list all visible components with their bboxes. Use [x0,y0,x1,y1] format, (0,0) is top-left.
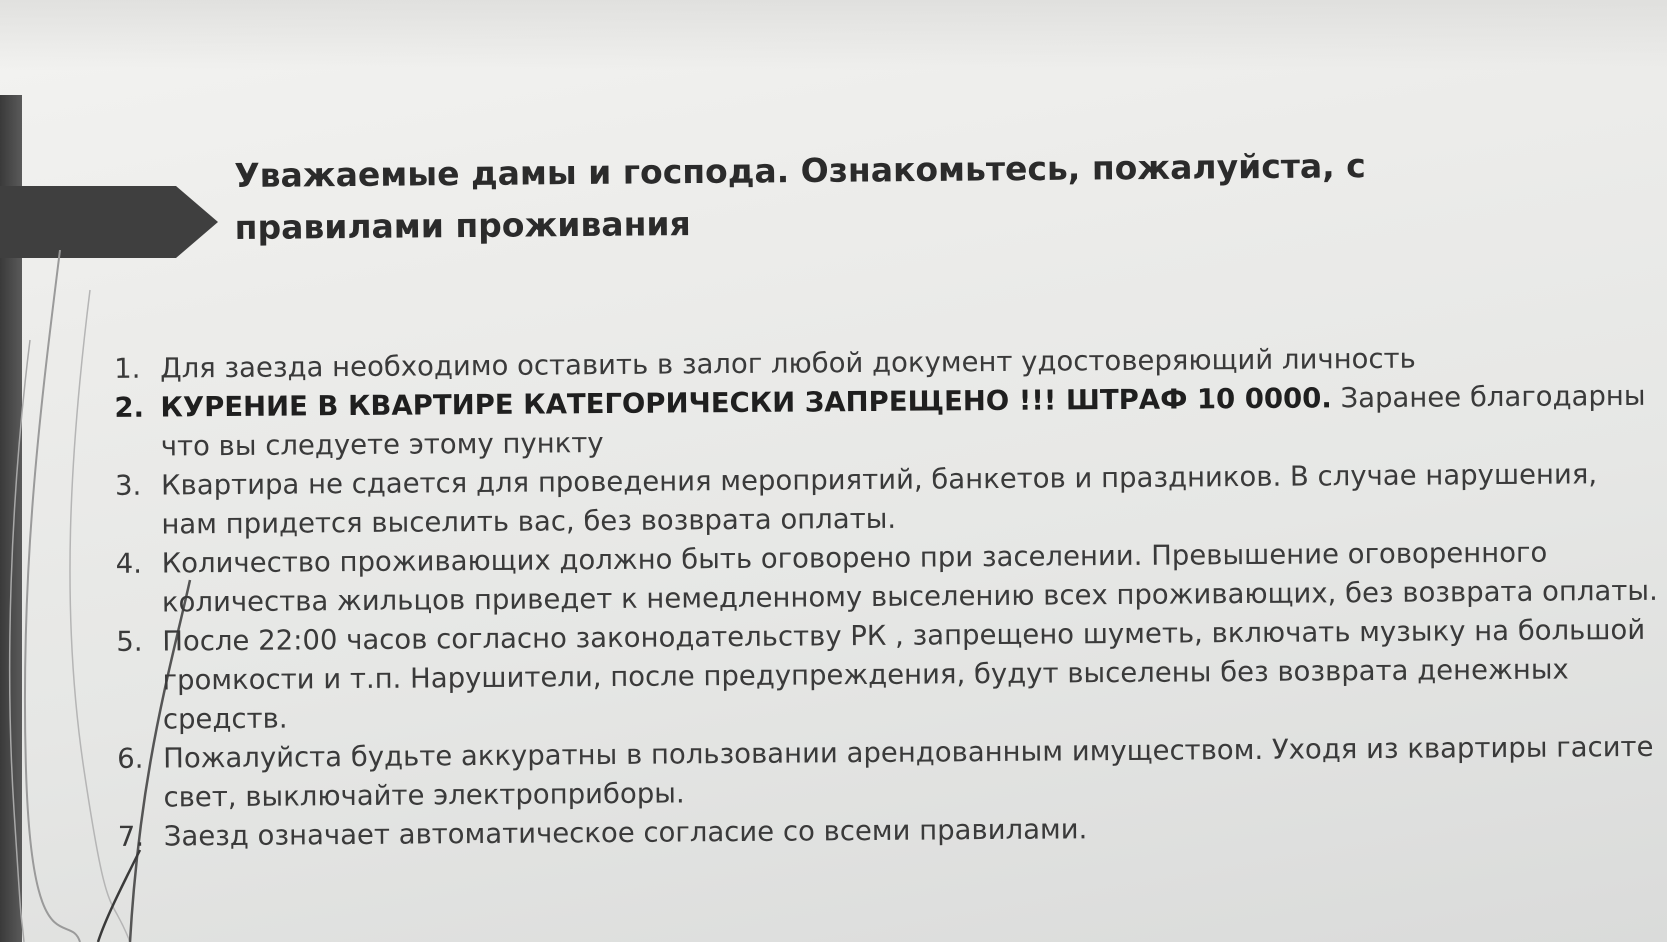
rule-bold-text: КУРЕНИЕ В КВАРТИРЕ КАТЕГОРИЧЕСКИ ЗАПРЕЩЕНО !!! ШТРАФ 10 0000. [160,382,1332,424]
top-shadow [0,0,1667,70]
rule-number: 4. [115,547,143,580]
rule-number: 2. [114,391,145,424]
rule-number: 7. [117,820,145,853]
title-line-1: Уважаемые дамы и господа. Ознакомьтесь, пожалуйста, с [234,146,1366,195]
rule-number: 6. [117,742,144,775]
rule-item-3 [101,455,1662,545]
rules-list [100,338,1664,857]
arrow-banner-graphic [0,186,218,258]
rule-text: Заезд означает автоматическое согласие со всеми правилами. [163,813,1088,853]
rule-text: После 22:00 часов согласно законодательству РК , запрещено шуметь, включать музыку на большой громкости и т.п. Нарушители, после предупреждения, будут выселены без возврата денежных средств. [162,613,1646,736]
rule-text: Для заезда необходимо оставить в залог любой документ удостоверяющий личность [160,342,1416,385]
rule-number: 1. [114,352,141,385]
rule-number: 5. [116,625,143,658]
rule-text: Количество проживающих должно быть оговорено при заселении. Превышение оговоренного количества жильцов приведет к немедленному выселению всех проживающих, без возврата оплаты. [161,536,1658,619]
rule-number: 3. [114,469,142,502]
title-line-2: правилами проживания [234,204,691,247]
rule-item-5 [102,611,1663,740]
rule-text: Заранее благодарны что вы следуете этому пункту [160,379,1646,463]
rule-text: Пожалуйста будьте аккуратны в пользовании арендованным имуществом. Уходя из квартиры гасите свет, выключайте электроприборы. [163,730,1654,814]
rule-item-2 [100,377,1661,467]
page-title [234,139,1515,254]
rule-item-6 [103,728,1664,818]
rule-item-4 [102,533,1663,623]
rule-text: Квартира не сдается для проведения мероприятий, банкетов и праздников. В случае нарушения, нам придется выселить вас, без возврата оплаты. [160,458,1598,541]
